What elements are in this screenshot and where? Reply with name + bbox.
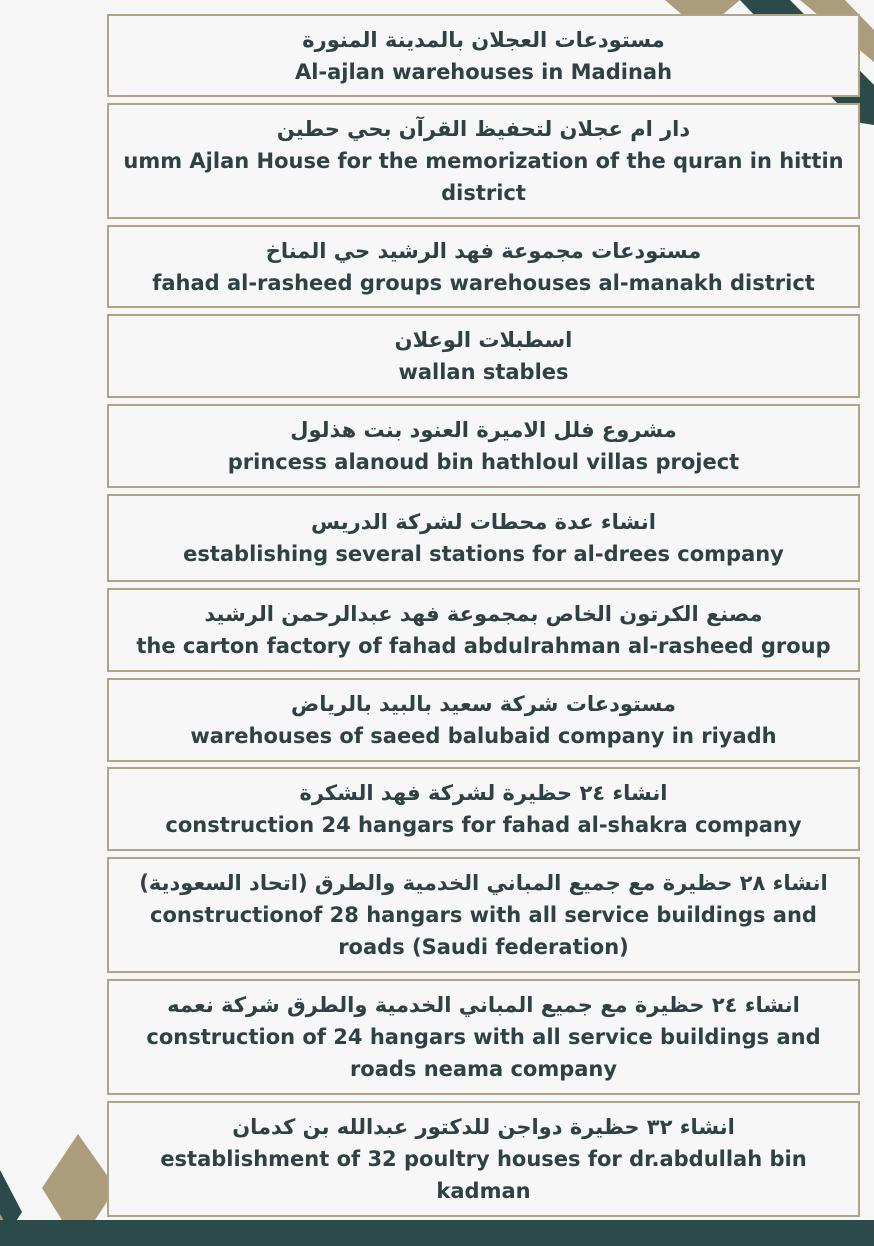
project-title-arabic: انشاء عدة محطات لشركة الدريس bbox=[311, 510, 656, 534]
project-title-arabic: مستودعات مجموعة فهد الرشيد حي المناخ bbox=[265, 238, 702, 263]
project-title-english: princess alanoud bin hathloul villas project bbox=[227, 450, 740, 474]
project-title-arabic: اسطبلات الوعلان bbox=[394, 328, 573, 352]
project-title-arabic: مستودعات العجلان بالمدينة المنورة bbox=[302, 27, 665, 52]
project-title-english: Al-ajlan warehouses in Madinah bbox=[294, 59, 673, 84]
project-title-arabic: مشروع فلل الاميرة العنود بنت هذلول bbox=[290, 418, 677, 442]
project-card bbox=[107, 979, 860, 1095]
project-card bbox=[107, 678, 860, 762]
project-title-english: construction 24 hangars for fahad al-shakra company bbox=[165, 813, 802, 837]
project-title-arabic: انشاء ٢٤ حظيرة لشركة فهد الشكرة bbox=[299, 781, 668, 805]
project-title-english: constructionof 28 hangars with all service buildings and roads (Saudi federation) bbox=[150, 903, 817, 959]
project-title-arabic: انشاء ٢٨ حظيرة مع جميع المباني الخدمية والطرق (اتحاد السعودية) bbox=[139, 871, 828, 895]
project-card bbox=[107, 857, 860, 973]
project-title-arabic: انشاء ٢٤ حظيرة مع جميع المباني الخدمية والطرق شركة نعمه bbox=[167, 993, 800, 1017]
project-card bbox=[107, 314, 860, 398]
project-title-english: construction of 24 hangars with all service buildings and roads neama company bbox=[146, 1025, 821, 1081]
project-title-arabic: دار ام عجلان لتحفيظ القرآن بحي حطين bbox=[276, 117, 691, 141]
project-card bbox=[107, 494, 860, 582]
project-title-english: establishing several stations for al-drees company bbox=[183, 542, 784, 566]
project-card bbox=[107, 1101, 860, 1217]
project-card bbox=[107, 225, 860, 308]
project-title-english: the carton factory of fahad abdulrahman al-rasheed group bbox=[136, 634, 831, 658]
project-title-arabic: مصنع الكرتون الخاص بمجموعة فهد عبدالرحمن الرشيد bbox=[204, 602, 763, 626]
project-title-english: wallan stables bbox=[398, 360, 569, 384]
project-card bbox=[107, 14, 860, 97]
project-card bbox=[107, 767, 860, 851]
project-card bbox=[107, 103, 860, 219]
project-title-english: fahad al-rasheed groups warehouses al-manakh district bbox=[152, 270, 815, 295]
project-title-arabic: مستودعات شركة سعيد بالبيد بالرياض bbox=[290, 692, 676, 716]
project-title-english: establishment of 32 poultry houses for dr.abdullah bin kadman bbox=[160, 1147, 807, 1203]
project-card bbox=[107, 588, 860, 672]
project-title-english: umm Ajlan House for the memorization of the quran in hittin district bbox=[123, 149, 844, 205]
project-title-english: warehouses of saeed balubaid company in riyadh bbox=[190, 724, 777, 748]
project-title-arabic: انشاء ٣٢ حظيرة دواجن للدكتور عبدالله بن كدمان bbox=[232, 1115, 735, 1139]
project-card bbox=[107, 404, 860, 488]
